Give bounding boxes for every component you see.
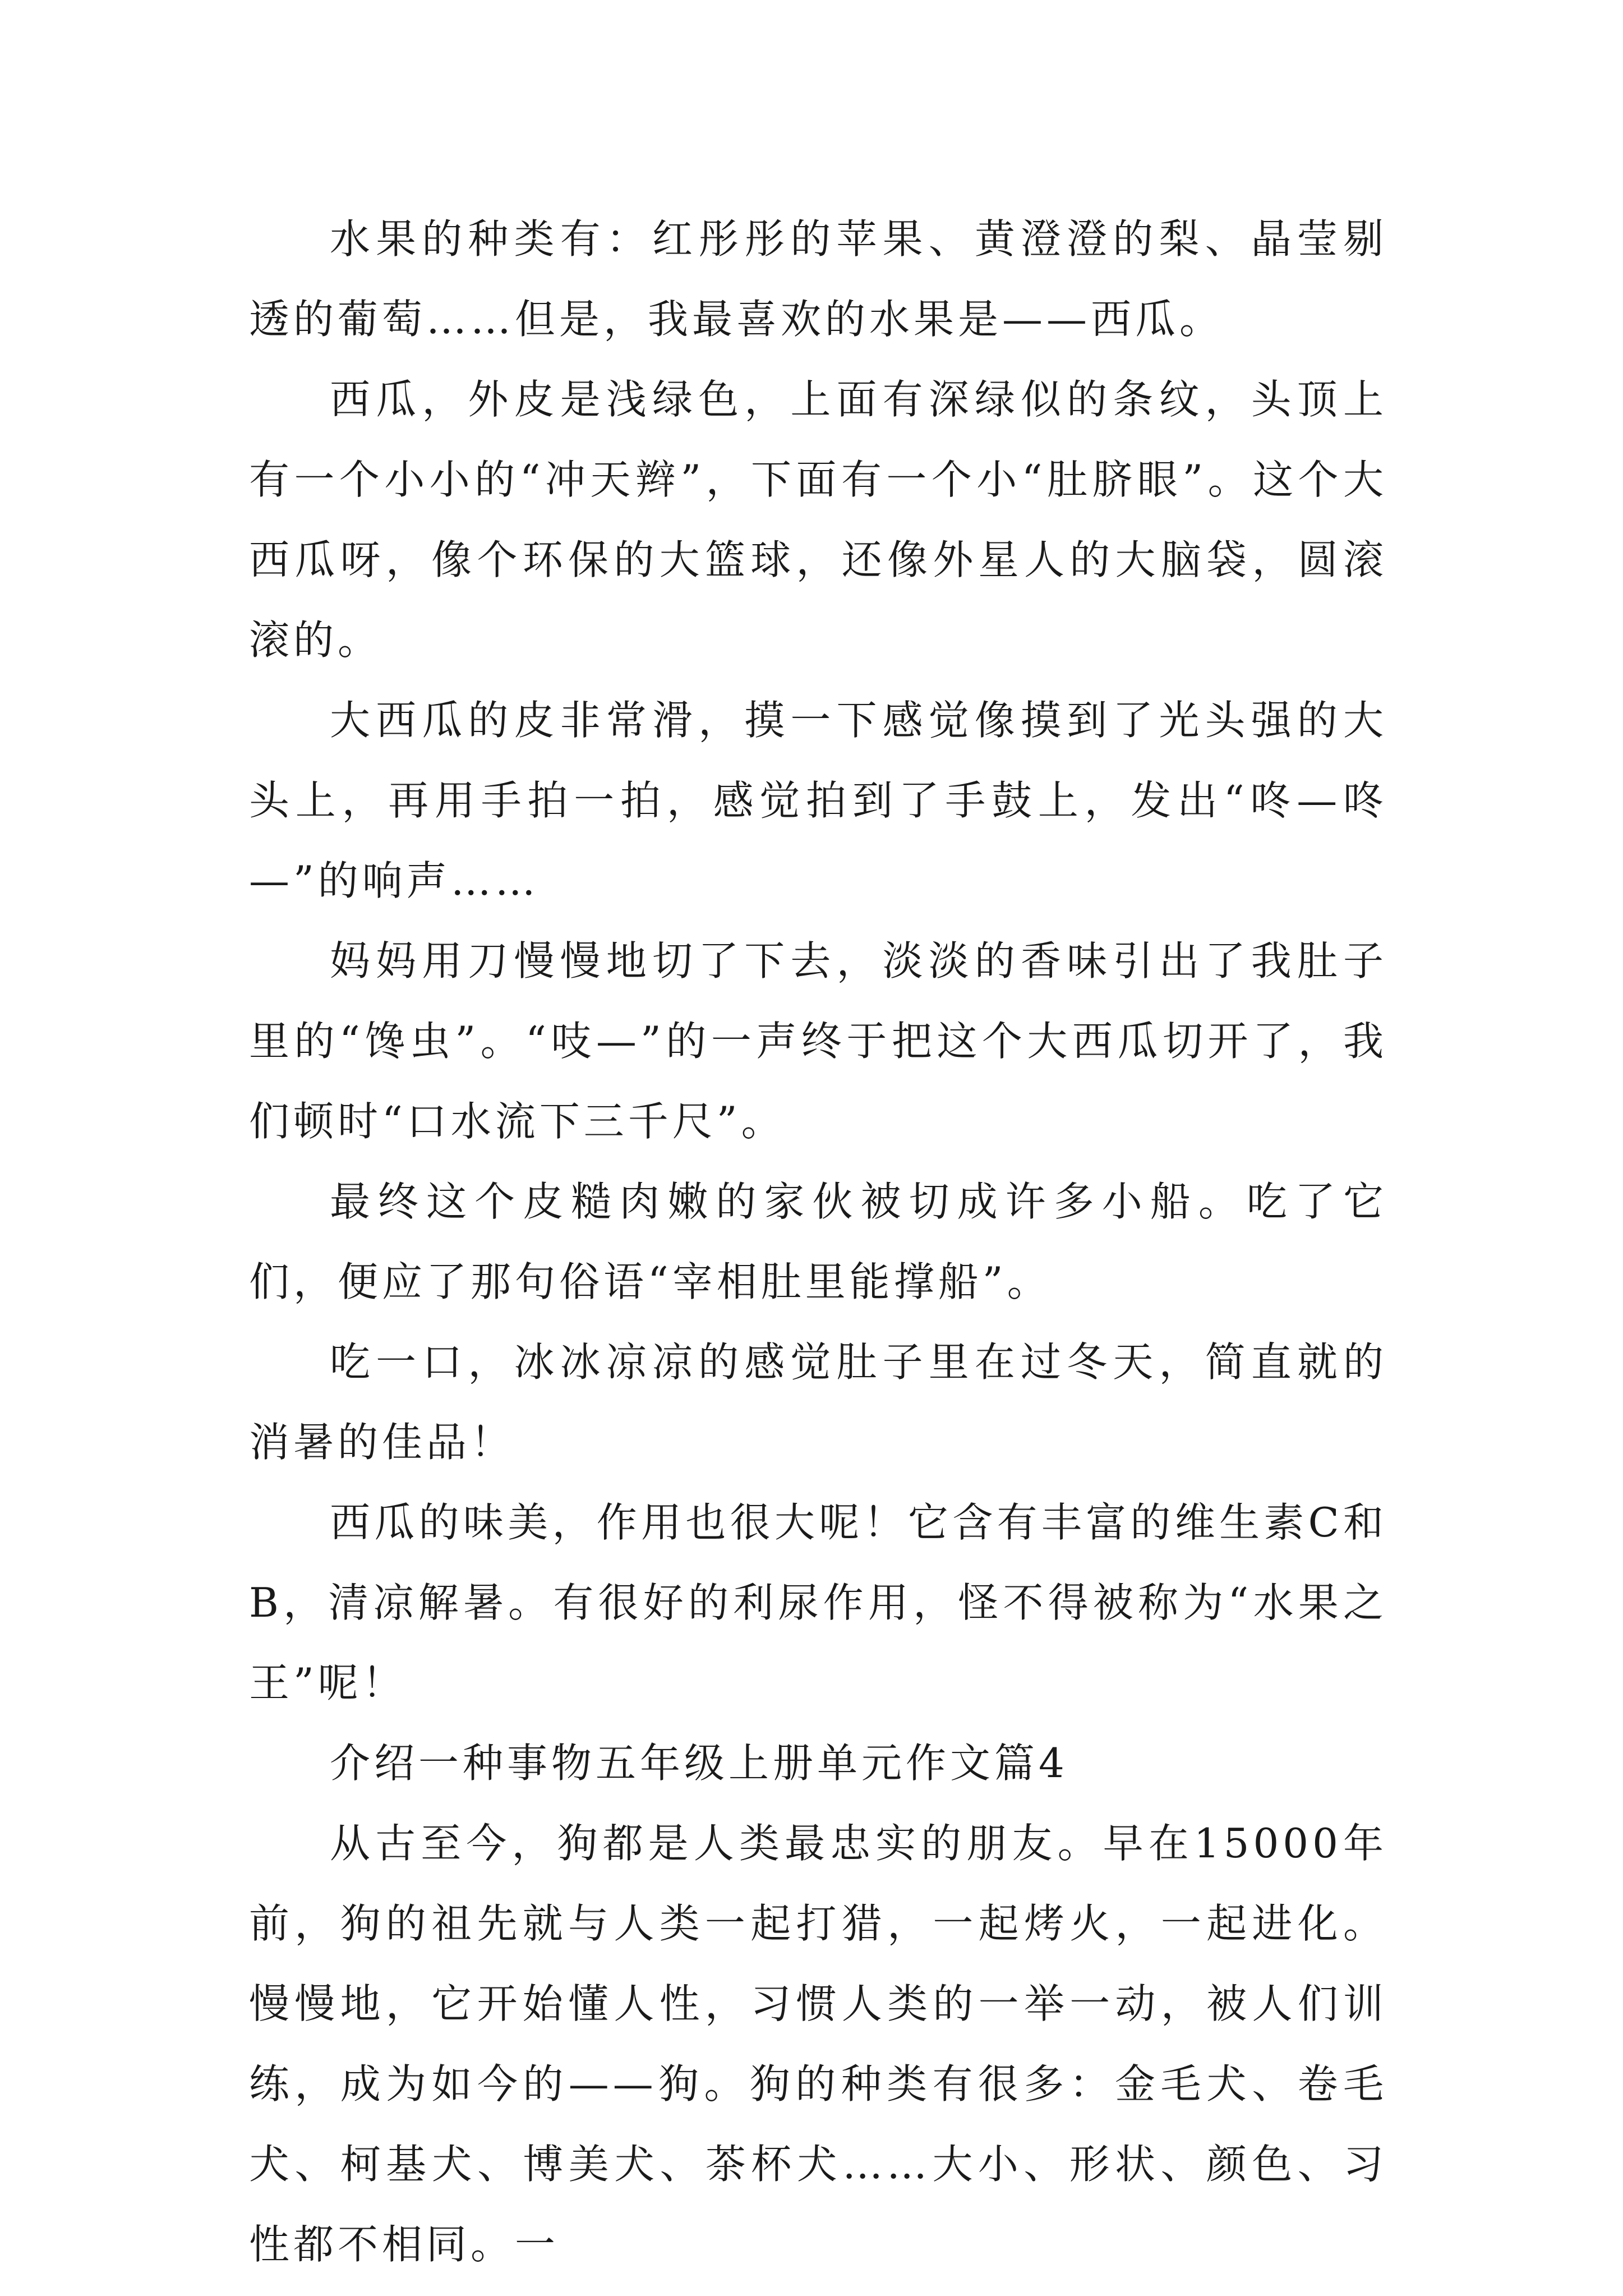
- paragraph: 妈妈用刀慢慢地切了下去，淡淡的香味引出了我肚子里的“馋虫”。“吱—”的一声终于把这个大西瓜切开了，我们顿时“口水流下三千尺”。: [249, 937, 1387, 1145]
- paragraph: 大西瓜的皮非常滑，摸一下感觉像摸到了光头强的大头上，再用手拍一拍，感觉拍到了手鼓上，发出“咚—咚—”的响声……: [249, 697, 1387, 904]
- paragraph: 从古至今，狗都是人类最忠实的朋友。早在15000年前，狗的祖先就与人类一起打猎，一起烤火，一起进化。慢慢地，它开始懂人性，习惯人类的一举一动，被人们训练，成为如今的——狗。狗的种类有很多：金毛犬、卷毛犬、柯基犬、博美犬、茶杯犬……大小、形状、颜色、习性都不相同。一: [249, 1820, 1387, 2268]
- paragraph: 吃一口，冰冰凉凉的感觉肚子里在过冬天，简直就的消暑的佳品！: [249, 1338, 1387, 1466]
- section-heading: 介绍一种事物五年级上册单元作文篇4: [330, 1740, 1068, 1787]
- paragraph: 水果的种类有：红彤彤的苹果、黄澄澄的梨、晶莹剔透的葡萄……但是，我最喜欢的水果是——西瓜。: [249, 215, 1387, 343]
- paragraph: 最终这个皮糙肉嫩的家伙被切成许多小船。吃了它们，便应了那句俗语“宰相肚里能撑船”。: [249, 1178, 1387, 1305]
- paragraph: 西瓜，外皮是浅绿色，上面有深绿似的条纹，头顶上有一个小小的“冲天辫”，下面有一个小“肚脐眼”。这个大西瓜呀，像个环保的大篮球，还像外星人的大脑袋，圆滚滚的。: [249, 376, 1387, 664]
- paragraph: 西瓜的味美，作用也很大呢！它含有丰富的维生素C和B，清凉解暑。有很好的利尿作用，怪不得被称为“水果之王”呢！: [249, 1499, 1387, 1706]
- document-body: [249, 199, 1387, 2285]
